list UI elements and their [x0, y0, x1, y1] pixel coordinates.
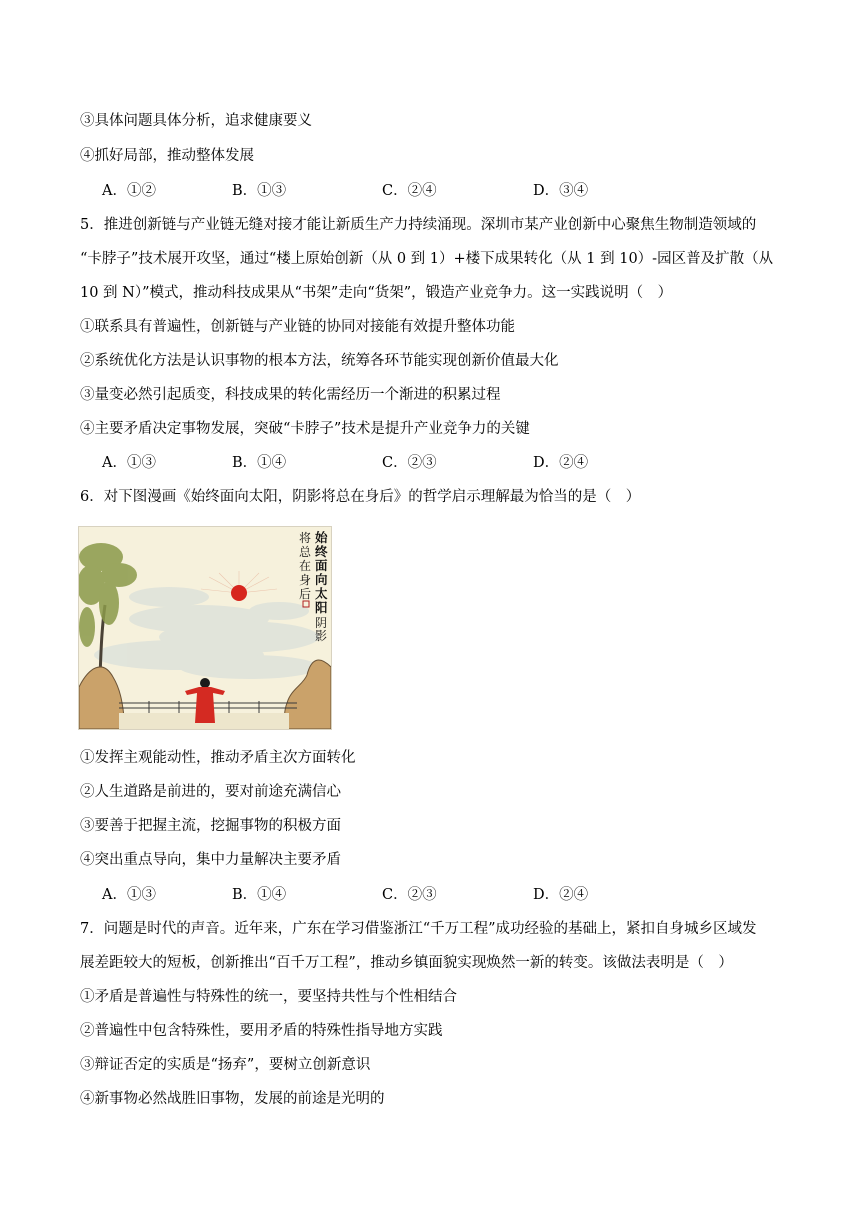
- q6-option-d: D．②④: [533, 887, 589, 903]
- q7-statement-2: ②普遍性中包含特殊性，要用矛盾的特殊性指导地方实践: [80, 1023, 443, 1039]
- q5-statement-3: ③量变必然引起质变，科技成果的转化需经历一个渐进的积累过程: [80, 387, 501, 403]
- q5-statement-4: ④主要矛盾决定事物发展，突破“卡脖子”技术是提升产业竞争力的关键: [80, 421, 530, 437]
- q5-stem-line-3: 10 到 N）”模式，推动科技成果从“书架”走向“货架”，锻造产业竞争力。这一实践说明（ ）: [80, 285, 673, 301]
- comic-caption-line-1: 始终面向太阳: [315, 530, 328, 615]
- q4-option-c: C．②④: [382, 183, 437, 199]
- sun-shape: [231, 585, 247, 601]
- q5-statement-2: ②系统优化方法是认识事物的根本方法，统筹各环节能实现创新价值最大化: [80, 353, 559, 369]
- q6-statement-1: ①发挥主观能动性，推动矛盾主次方面转化: [80, 750, 356, 766]
- q5-option-c: C．②③: [382, 455, 437, 471]
- q5-stem-line-1: 5．推进创新链与产业链无缝对接才能让新质生产力持续涌现。深圳市某产业创新中心聚焦生物制造领域的: [80, 217, 757, 233]
- q4-option-b: B．①③: [232, 183, 287, 199]
- q6-comic-illustration: [78, 526, 332, 730]
- q4-statement-3: ③具体问题具体分析，追求健康要义: [80, 113, 312, 129]
- q5-statement-1: ①联系具有普遍性，创新链与产业链的协同对接能有效提升整体功能: [80, 319, 515, 335]
- q5-option-d: D．②④: [533, 455, 589, 471]
- q7-statement-4: ④新事物必然战胜旧事物，发展的前途是光明的: [80, 1091, 385, 1107]
- q7-stem-line-1: 7．问题是时代的声音。近年来，广东在学习借鉴浙江“千万工程”成功经验的基础上，紧扣自身城乡区域发: [80, 921, 757, 937]
- q6-statement-2: ②人生道路是前进的，要对前途充满信心: [80, 784, 341, 800]
- comic-caption-line-3: 将总在身后: [299, 531, 312, 601]
- q7-statement-1: ①矛盾是普遍性与特殊性的统一，要坚持共性与个性相结合: [80, 989, 457, 1005]
- q4-statement-4: ④抓好局部，推动整体发展: [80, 148, 254, 164]
- q5-option-b: B．①④: [232, 455, 287, 471]
- q6-option-c: C．②③: [382, 887, 437, 903]
- comic-caption-line-2: 阴影: [315, 616, 328, 643]
- q5-options: [80, 453, 780, 473]
- q4-options: [80, 181, 780, 201]
- q6-options: [80, 885, 780, 905]
- q6-statement-4: ④突出重点导向，集中力量解决主要矛盾: [80, 852, 341, 868]
- q4-option-a: A．①②: [102, 183, 156, 199]
- q6-option-b: B．①④: [232, 887, 287, 903]
- q6-stem: 6．对下图漫画《始终面向太阳，阴影将总在身后》的哲学启示理解最为恰当的是（ ）: [80, 489, 641, 505]
- q5-option-a: A．①③: [102, 455, 156, 471]
- q6-statement-3: ③要善于把握主流，挖掘事物的积极方面: [80, 818, 341, 834]
- q7-statement-3: ③辩证否定的实质是“扬弃”，要树立创新意识: [80, 1057, 371, 1073]
- q6-option-a: A．①③: [102, 887, 156, 903]
- q5-stem-line-2: “卡脖子”技术展开攻坚，通过“楼上原始创新（从 0 到 1）+楼下成果转化（从 1 到 10）-园区普及扩散（从: [80, 251, 774, 267]
- q4-option-d: D．③④: [533, 183, 589, 199]
- q7-stem-line-2: 展差距较大的短板，创新推出“百千万工程”，推动乡镇面貌实现焕然一新的转变。该做法表明是（ ）: [80, 955, 733, 971]
